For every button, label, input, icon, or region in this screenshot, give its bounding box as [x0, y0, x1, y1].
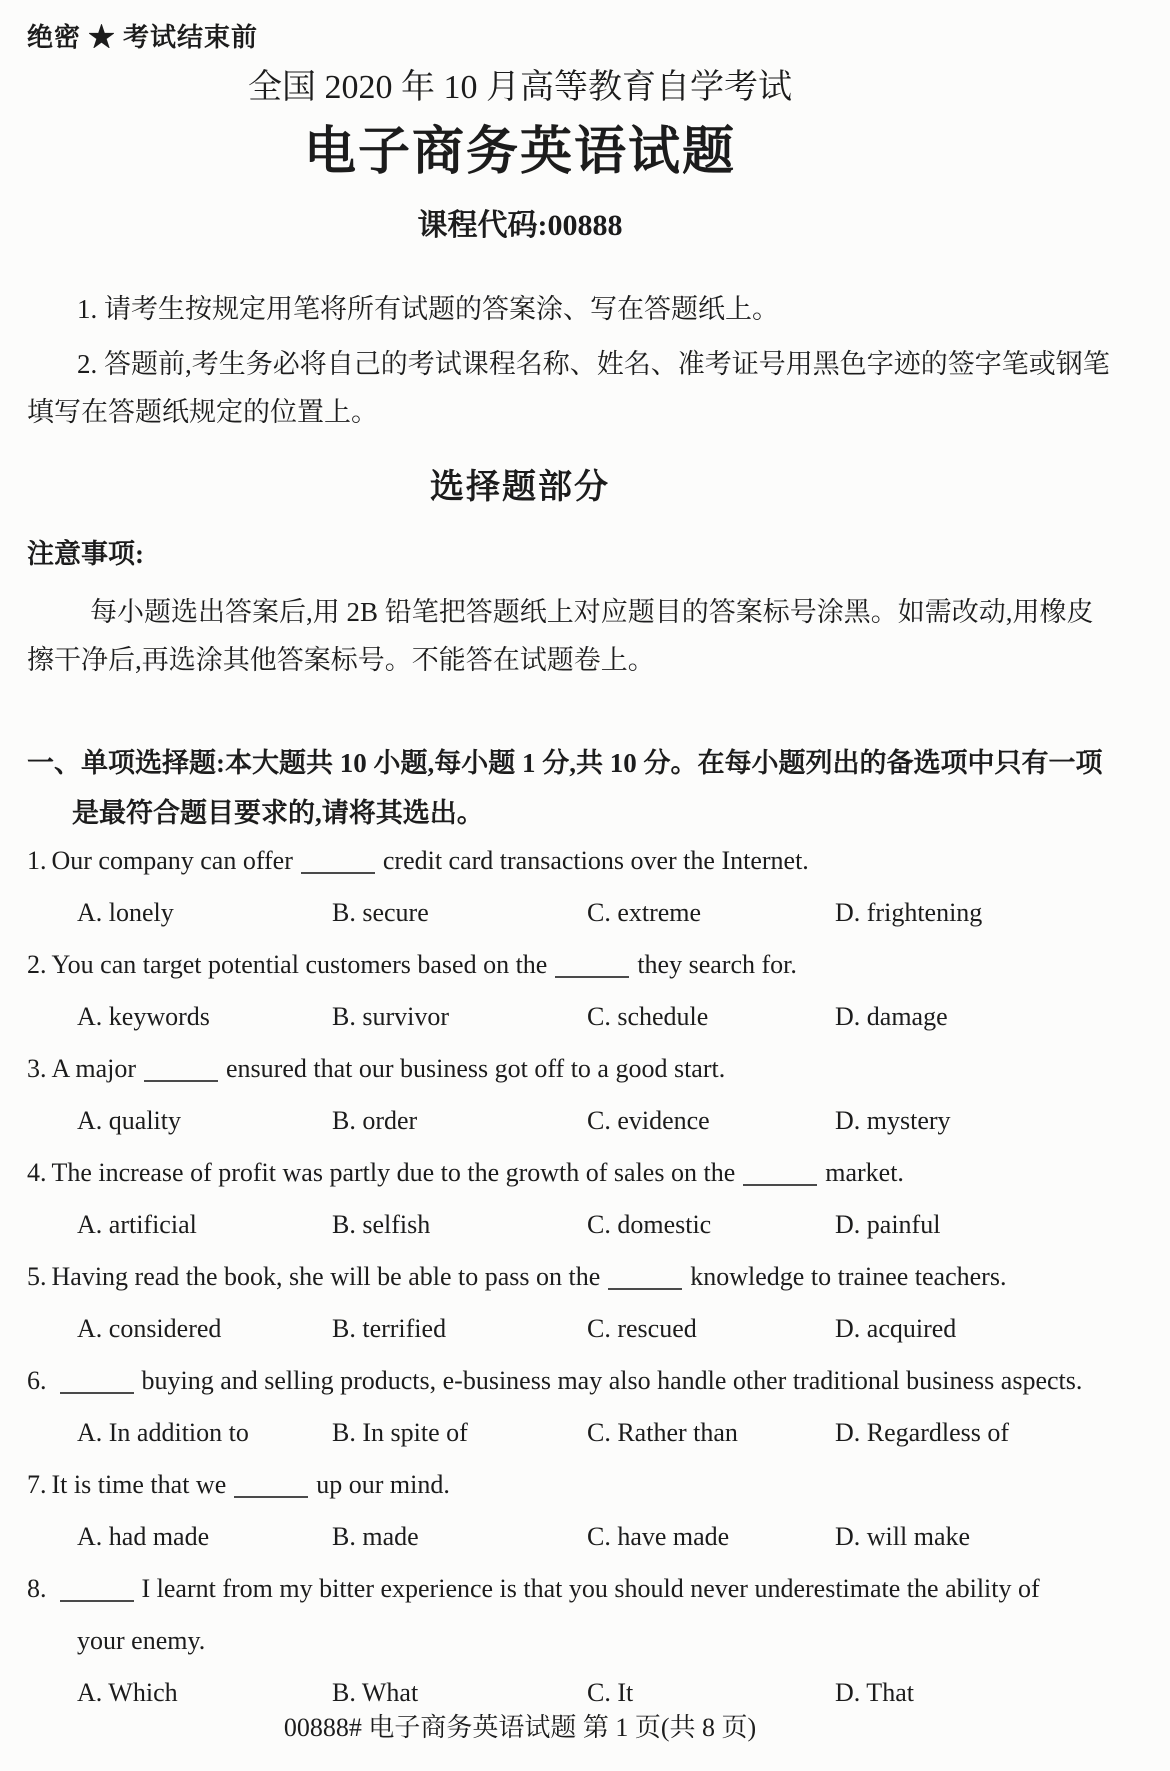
- stem-text-before: It is time that we: [51, 1470, 227, 1499]
- stem-text-after: buying and selling products, e-business may also handle other traditional business aspects.: [141, 1366, 1083, 1395]
- question-5-options: [27, 1303, 1150, 1355]
- option-b: B. terrified: [332, 1314, 447, 1343]
- stem-text-before: A major: [51, 1054, 136, 1083]
- course-code: 课程代码:00888: [417, 209, 623, 242]
- option-a: A. quality: [77, 1106, 181, 1135]
- question-2: [27, 939, 1150, 1043]
- stem-text-after: credit card transactions over the Internet.: [382, 846, 809, 875]
- question-2-stem: [27, 939, 1150, 991]
- stem-text-before: Having read the book, she will be able to pass on the: [51, 1262, 601, 1291]
- stem-text-before: You can target potential customers based on the: [51, 950, 548, 979]
- mcq-question-list: [27, 835, 1150, 1719]
- option-c: C. rescued: [587, 1314, 697, 1343]
- question-3-stem: [27, 1043, 1150, 1095]
- option-c: C. It: [587, 1678, 634, 1707]
- instruction-item-2-line-1: 2. 答题前,考生务必将自己的考试课程名称、姓名、准考证号用黑色字迹的签字笔或钢笔: [77, 349, 1110, 379]
- instruction-item-2-line-2: 填写在答题纸规定的位置上。: [27, 397, 378, 427]
- option-c: C. schedule: [587, 1002, 709, 1031]
- option-a: A. Which: [77, 1678, 178, 1707]
- question-3-options: [27, 1095, 1150, 1147]
- option-b: B. survivor: [332, 1002, 449, 1031]
- option-c: C. have made: [587, 1522, 730, 1551]
- question-6-options: [27, 1407, 1150, 1459]
- question-number: 1.: [27, 846, 47, 875]
- question-number: 5.: [27, 1262, 47, 1291]
- option-b: B. selfish: [332, 1210, 431, 1239]
- answer-blank: [301, 846, 375, 874]
- answer-blank: [144, 1054, 218, 1082]
- option-c: C. domestic: [587, 1210, 712, 1239]
- option-d: D. Regardless of: [835, 1418, 1010, 1447]
- question-2-options: [27, 991, 1150, 1043]
- question-8: [27, 1563, 1150, 1719]
- question-8-stem: [27, 1563, 1150, 1615]
- secrecy-label: 绝密 ★ 考试结束前: [27, 23, 259, 52]
- option-b: B. made: [332, 1522, 419, 1551]
- choice-part-title: 选择题部分: [430, 469, 610, 506]
- mcq-section-heading-line-1: 一、单项选择题:本大题共 10 小题,每小题 1 分,共 10 分。在每小题列出的备选项中只有一项: [27, 748, 1103, 778]
- answer-blank: [234, 1470, 308, 1498]
- option-a: A. artificial: [77, 1210, 197, 1239]
- option-a: A. had made: [77, 1522, 210, 1551]
- paper-title: 电子商务英语试题: [303, 124, 736, 181]
- question-8-stem-continued: your enemy.: [77, 1626, 206, 1655]
- option-a: A. In addition to: [77, 1418, 249, 1447]
- answer-blank: [60, 1574, 134, 1602]
- mcq-section-heading: [27, 738, 1150, 838]
- question-number: 4.: [27, 1158, 47, 1187]
- option-c: C. extreme: [587, 898, 702, 927]
- question-7: [27, 1459, 1150, 1563]
- option-d: D. will make: [835, 1522, 971, 1551]
- question-1-stem: [27, 835, 1150, 887]
- page-footer: 00888# 电子商务英语试题 第 1 页(共 8 页): [283, 1713, 757, 1742]
- answer-blank: [60, 1366, 134, 1394]
- question-7-options: [27, 1511, 1150, 1563]
- question-1-options: [27, 887, 1150, 939]
- instruction-item-2: [27, 340, 1150, 436]
- question-3: [27, 1043, 1150, 1147]
- question-6-stem: [27, 1355, 1150, 1407]
- option-b: B. In spite of: [332, 1418, 468, 1447]
- question-number: 7.: [27, 1470, 47, 1499]
- option-a: A. keywords: [77, 1002, 210, 1031]
- option-b: B. order: [332, 1106, 418, 1135]
- option-a: A. considered: [77, 1314, 222, 1343]
- stem-text-after: they search for.: [637, 950, 797, 979]
- stem-text-before: Our company can offer: [51, 846, 293, 875]
- notes-label: 注意事项:: [27, 539, 144, 569]
- stem-text-after: ensured that our business got off to a good start.: [226, 1054, 726, 1083]
- question-number: 3.: [27, 1054, 47, 1083]
- option-d: D. That: [835, 1678, 914, 1707]
- option-d: D. frightening: [835, 898, 983, 927]
- option-d: D. acquired: [835, 1314, 957, 1343]
- question-6: [27, 1355, 1150, 1459]
- question-5: [27, 1251, 1150, 1355]
- question-number: 2.: [27, 950, 47, 979]
- question-7-stem: [27, 1459, 1150, 1511]
- stem-text-before: The increase of profit was partly due to the growth of sales on the: [51, 1158, 736, 1187]
- option-a: A. lonely: [77, 898, 174, 927]
- question-1: [27, 835, 1150, 939]
- question-number: 8.: [27, 1574, 47, 1603]
- option-d: D. painful: [835, 1210, 941, 1239]
- notes-line-1: 每小题选出答案后,用 2B 铅笔把答题纸上对应题目的答案标号涂黑。如需改动,用橡皮: [90, 597, 1094, 627]
- notes-line-2: 擦干净后,再选涂其他答案标号。不能答在试题卷上。: [27, 645, 655, 675]
- option-c: C. evidence: [587, 1106, 710, 1135]
- option-d: D. mystery: [835, 1106, 951, 1135]
- answer-blank: [608, 1262, 682, 1290]
- question-4-stem: [27, 1147, 1150, 1199]
- question-4-options: [27, 1199, 1150, 1251]
- stem-text-after: market.: [825, 1158, 904, 1187]
- stem-text-after: I learnt from my bitter experience is that you should never underestimate the ability of: [141, 1574, 1040, 1603]
- option-b: B. What: [332, 1678, 419, 1707]
- instruction-item-1: 1. 请考生按规定用笔将所有试题的答案涂、写在答题纸上。: [77, 294, 779, 324]
- question-number: 6.: [27, 1366, 47, 1395]
- answer-blank: [743, 1158, 817, 1186]
- question-4: [27, 1147, 1150, 1251]
- answer-blank: [555, 950, 629, 978]
- option-c: C. Rather than: [587, 1418, 738, 1447]
- stem-text-after: knowledge to trainee teachers.: [690, 1262, 1007, 1291]
- stem-text-after: up our mind.: [316, 1470, 450, 1499]
- option-d: D. damage: [835, 1002, 948, 1031]
- question-5-stem: [27, 1251, 1150, 1303]
- option-b: B. secure: [332, 898, 429, 927]
- notes-paragraph: [27, 588, 1150, 684]
- mcq-section-heading-line-2: 是最符合题目要求的,请将其选出。: [72, 798, 484, 828]
- exam-title: 全国 2020 年 10 月高等教育自学考试: [248, 69, 792, 106]
